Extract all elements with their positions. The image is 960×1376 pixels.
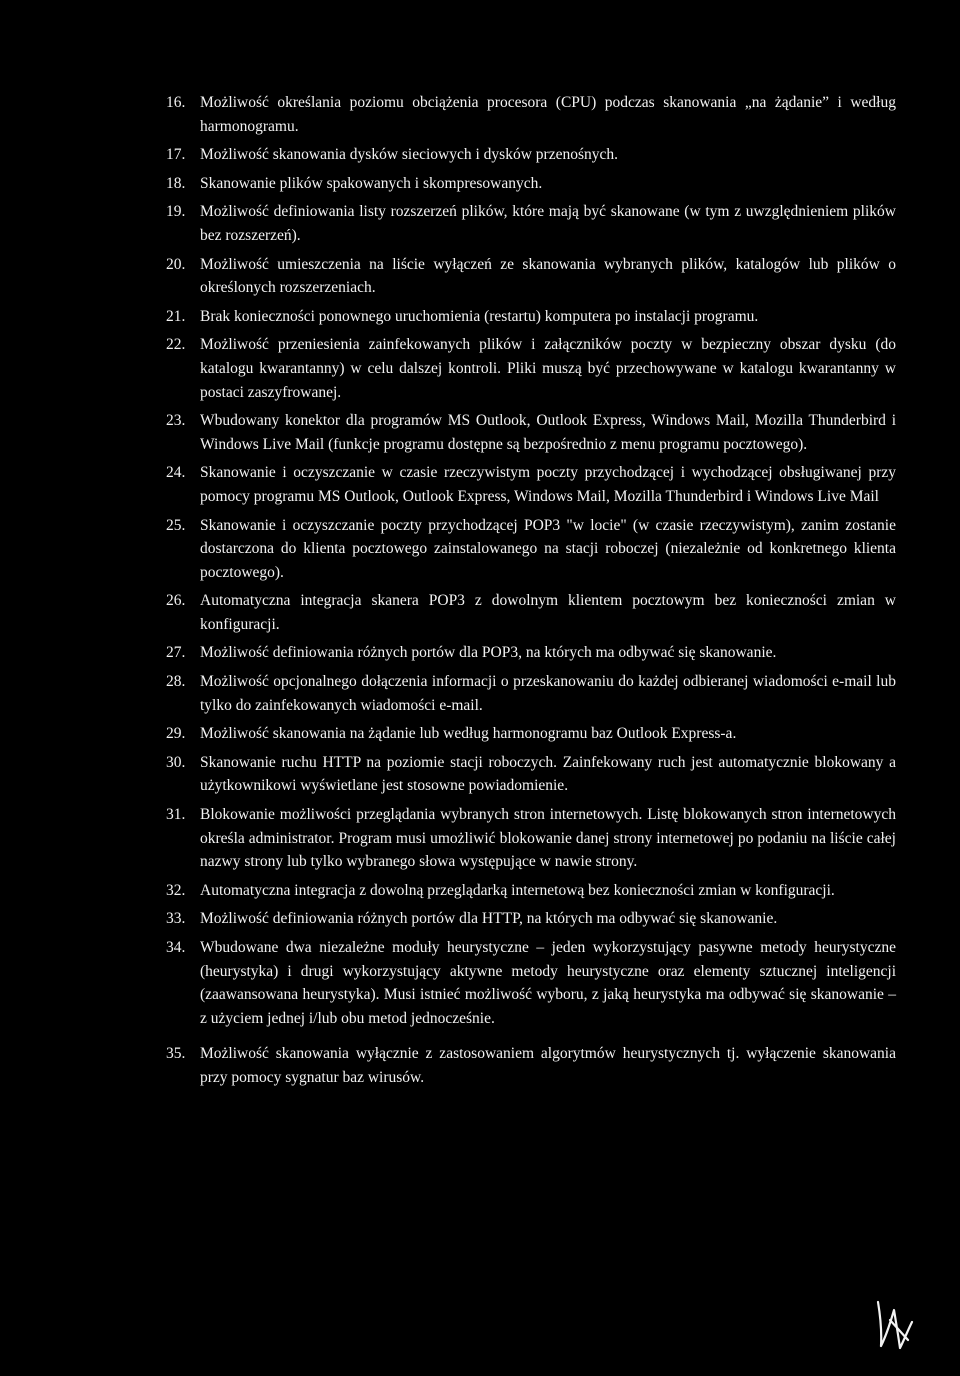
list-item	[166, 461, 896, 508]
list-item	[166, 722, 896, 746]
list-item	[166, 670, 896, 717]
item-text: Możliwość definiowania różnych portów dla POP3, na których ma odbywać się skanowanie.	[200, 644, 777, 662]
item-number: 28.	[166, 673, 186, 691]
item-text: Możliwość definiowania listy rozszerzeń plików, które mają być skanowane (w tym z uwzględnieniem plików bez rozszerzeń).	[200, 203, 896, 244]
item-text: Możliwość opcjonalnego dołączenia informacji o przeskanowaniu do każdej odbieranej wiadomości e-mail lub tylko do zainfekowanych wiadomości e-mail.	[200, 673, 896, 714]
item-number: 27.	[166, 644, 186, 662]
item-text: Możliwość określania poziomu obciążenia procesora (CPU) podczas skanowania „na żądanie” i według harmonogramu.	[200, 94, 896, 135]
item-text: Automatyczna integracja z dowolną przeglądarką internetową bez konieczności zmian w konfiguracji.	[200, 881, 835, 899]
item-text: Automatyczna integracja skanera POP3 z dowolnym klientem pocztowym bez konieczności zmian w konfiguracji.	[200, 592, 896, 633]
list-item	[166, 879, 896, 903]
item-number: 18.	[166, 174, 186, 192]
item-text: Blokowanie możliwości przeglądania wybranych stron internetowych. Listę blokowanych stron internetowych określa administrator. Program musi umożliwić blokowanie danej strony internetowej po podaniu na liście całej nazwy strony lub tylko wybranego słowa występujące w nawie strony.	[200, 806, 896, 871]
item-text: Skanowanie i oczyszczanie w czasie rzeczywistym poczty przychodzącej i wychodzącej obsługiwanej przy pomocy programu MS Outlook, Outlook Express, Windows Mail, Mozilla Thunderbird i Windows Live Mail	[200, 464, 896, 505]
list-item	[166, 305, 896, 329]
list-item	[166, 91, 896, 138]
list-item	[166, 409, 896, 456]
item-text: Skanowanie ruchu HTTP na poziomie stacji roboczych. Zainfekowany ruch jest automatycznie blokowany a użytkownikowi wyświetlane jest stosowne powiadomienie.	[200, 753, 896, 795]
item-number: 32.	[166, 881, 186, 899]
item-number: 30.	[166, 753, 186, 771]
item-number: 34.	[166, 939, 186, 956]
list-item	[166, 143, 896, 167]
item-text: Brak konieczności ponownego uruchomienia (restartu) komputera po instalacji programu.	[200, 307, 759, 325]
item-number: 17.	[166, 146, 186, 164]
item-text: Możliwość skanowania na żądanie lub według harmonogramu baz Outlook Express-a.	[200, 725, 737, 743]
item-number: 16.	[166, 94, 186, 111]
item-number: 25.	[166, 516, 186, 534]
list-item	[166, 751, 896, 798]
item-text: Możliwość skanowania dysków sieciowych i dysków przenośnych.	[200, 146, 618, 164]
item-number: 22.	[166, 336, 186, 354]
item-number: 35.	[166, 1045, 186, 1063]
item-number: 24.	[166, 464, 186, 482]
requirements-list	[166, 91, 896, 1095]
list-item	[166, 803, 896, 874]
list-item	[166, 936, 896, 1030]
list-item	[166, 907, 896, 931]
item-text: Wbudowane dwa niezależne moduły heurystyczne – jeden wykorzystujący pasywne metody heurystyczne (heurystyka) i drugi wykorzystujący aktywne metody heurystyczne oraz elementy sztucznej inteligencji (zaawansowana heurystyka). Musi istnieć możliwość wyboru, z jaką heurystyka ma odbywać się skanowanie – z użyciem jednej i/lub obu metod jednocześnie.	[200, 939, 896, 1027]
item-text: Możliwość skanowania wyłącznie z zastosowaniem algorytmów heurystycznych tj. wyłączenie skanowania przy pomocy sygnatur baz wirusów.	[200, 1045, 896, 1086]
item-number: 31.	[166, 806, 186, 824]
list-item	[166, 253, 896, 300]
list-item	[166, 589, 896, 636]
list-item	[166, 333, 896, 404]
item-text: Możliwość umieszczenia na liście wyłączeń ze skanowania wybranych plików, katalogów lub plików o określonych rozszerzeniach.	[200, 255, 896, 297]
list-item	[166, 1042, 896, 1089]
list-item	[166, 514, 896, 585]
item-number: 29.	[166, 725, 186, 743]
item-text: Skanowanie plików spakowanych i skompresowanych.	[200, 174, 543, 192]
item-text: Możliwość definiowania różnych portów dla HTTP, na których ma odbywać się skanowanie.	[200, 910, 778, 928]
item-number: 33.	[166, 910, 186, 928]
handwritten-initials	[872, 1296, 916, 1352]
item-number: 21.	[166, 307, 186, 325]
item-number: 23.	[166, 412, 186, 430]
list-item	[166, 200, 896, 247]
item-text: Możliwość przeniesienia zainfekowanych plików i załączników poczty w bezpieczny obszar dysku (do katalogu kwarantanny) w celu dalszej kontroli. Pliki muszą być przechowywane w katalogu kwarantanny w postaci zaszyfrowanej.	[200, 336, 896, 401]
item-number: 26.	[166, 592, 186, 610]
item-number: 19.	[166, 203, 186, 221]
item-text: Wbudowany konektor dla programów MS Outlook, Outlook Express, Windows Mail, Mozilla Thunderbird i Windows Live Mail (funkcje programu dostępne są bezpośrednio z menu programu pocztowego).	[200, 412, 896, 453]
list-item	[166, 172, 896, 196]
item-number: 20.	[166, 255, 186, 273]
item-text: Skanowanie i oczyszczanie poczty przychodzącej POP3 "w locie" (w czasie rzeczywistym), zanim zostanie dostarczona do klienta pocztowego zainstalowanego na stacji roboczej (niezależnie od konkretnego klienta pocztowego).	[200, 516, 896, 581]
list-item	[166, 641, 896, 665]
